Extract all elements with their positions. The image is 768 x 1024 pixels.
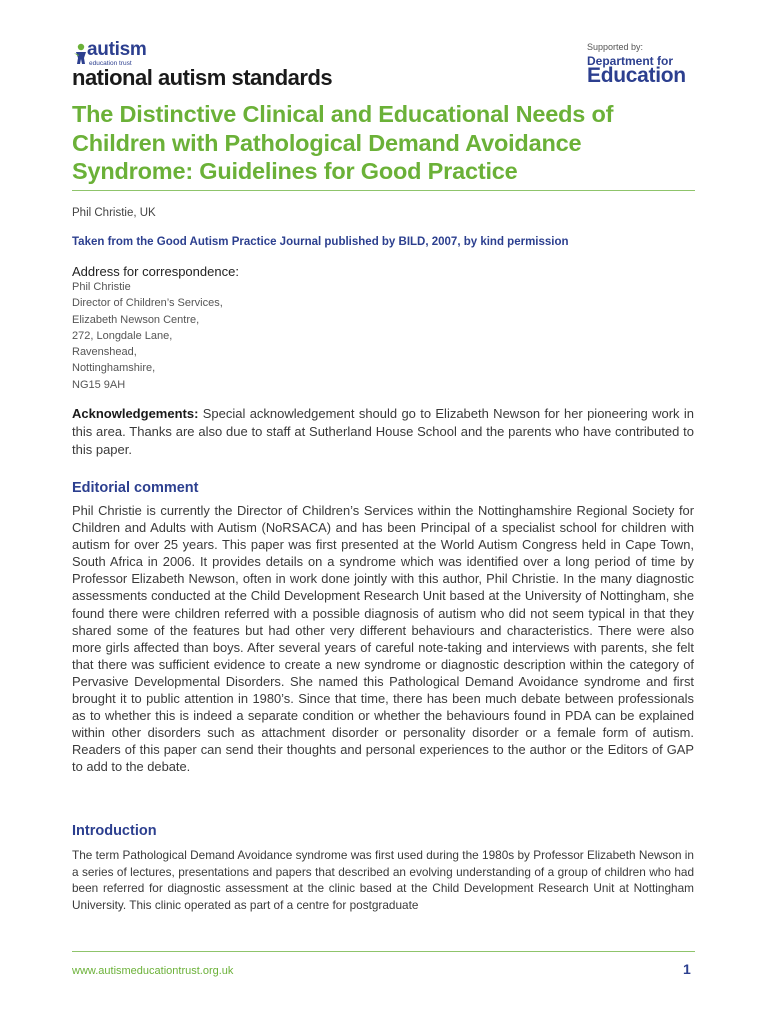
introduction-heading: Introduction: [72, 823, 157, 839]
page-number: 1: [683, 961, 691, 977]
editorial-body: Phil Christie is currently the Director of Children’s Services within the Nottinghamshire Regional Society for Children and Adults with Autism (NoRSACA) and has been Principal of a specialist school for children with autism for over 25 years. This paper was first presented at the World Autism Congress held in Cape Town, South Africa in 2006. It provides details on a syndrome which was identified over a long period of time by Professor Elizabeth Newson, often in work done jointly with this author, Phil Christie. In the many diagnostic assessments conducted at the Child Development Research Unit based at the University of Nottingham, she found there were children referred with a possible diagnosis of autism who did not seem typical in that they shared some of the features but had other very different behaviours and characteristics. There were also more girls affected than boys. After several years of careful note-taking and interviews with parents, she felt that there was sufficient evidence to create a new syndrome or diagnostic description within the category of Pervasive Developmental Disorders. She named this Pathological Demand Avoidance syndrome and first brought it to public attention in 1980’s. Since that time, there has been much debate between professionals as to whether this is indeed a separate condition or whether the behaviours found in PDA can be explained within other disorders such as attachment disorder or personality disorder or a female form of autism. Readers of this paper can send their thoughts and personal experiences to the author or the Editors of GAP to add to the debate.: [72, 503, 694, 775]
address-line: Director of Children’s Services,: [72, 297, 223, 310]
address-line: 272, Longdale Lane,: [72, 329, 173, 342]
dfe-logo-line1: Department for: [587, 54, 674, 68]
dfe-logo-line2: Education: [587, 64, 686, 87]
acknowledgements-paragraph: [72, 405, 694, 459]
acknowledgements-label: Acknowledgements:: [72, 406, 199, 421]
series-title: national autism standards: [72, 65, 333, 90]
address-line: Phil Christie: [72, 281, 131, 293]
address-line: Elizabeth Newson Centre,: [72, 313, 200, 326]
introduction-body: The term Pathological Demand Avoidance syndrome was first used during the 1980s by Professor Elizabeth Newson in a series of lectures, presentations and papers that described an evolving understanding of a group of children who had been referred for diagnostic assessment at the clinic based at the Child Development Research Unit at Nottingham University. This clinic operated as part of a centre for postgraduate: [72, 848, 694, 913]
address-line: Ravenshead,: [72, 346, 137, 359]
address-heading: Address for correspondence:: [72, 264, 239, 279]
address-block: [72, 279, 223, 393]
acknowledgements-text: Special acknowledgement should go to Elizabeth Newson for her pioneering work in this area. Thanks are also due to staff at Sutherland House School and the parents who have contributed to this paper.: [72, 406, 694, 457]
editorial-heading: Editorial comment: [72, 480, 199, 496]
source-note: Taken from the Good Autism Practice Journal published by BILD, 2007, by kind permission: [72, 236, 569, 248]
footer-divider: [72, 951, 695, 952]
author-line: Phil Christie, UK: [72, 207, 156, 219]
address-line: Nottinghamshire,: [72, 362, 156, 375]
logo-subtitle: education trust: [89, 60, 132, 67]
footer-url-link[interactable]: www.autismeducationtrust.org.uk: [72, 965, 234, 977]
title-divider: [72, 190, 695, 191]
logo-wordmark: autism: [87, 39, 147, 60]
supported-by-label: Supported by:: [587, 42, 644, 52]
address-line: NG15 9AH: [72, 378, 126, 391]
document-title: The Distinctive Clinical and Educational Needs of Children with Pathological Demand Avoidance Syndrome: Guidelines for Good Practice: [72, 101, 614, 184]
